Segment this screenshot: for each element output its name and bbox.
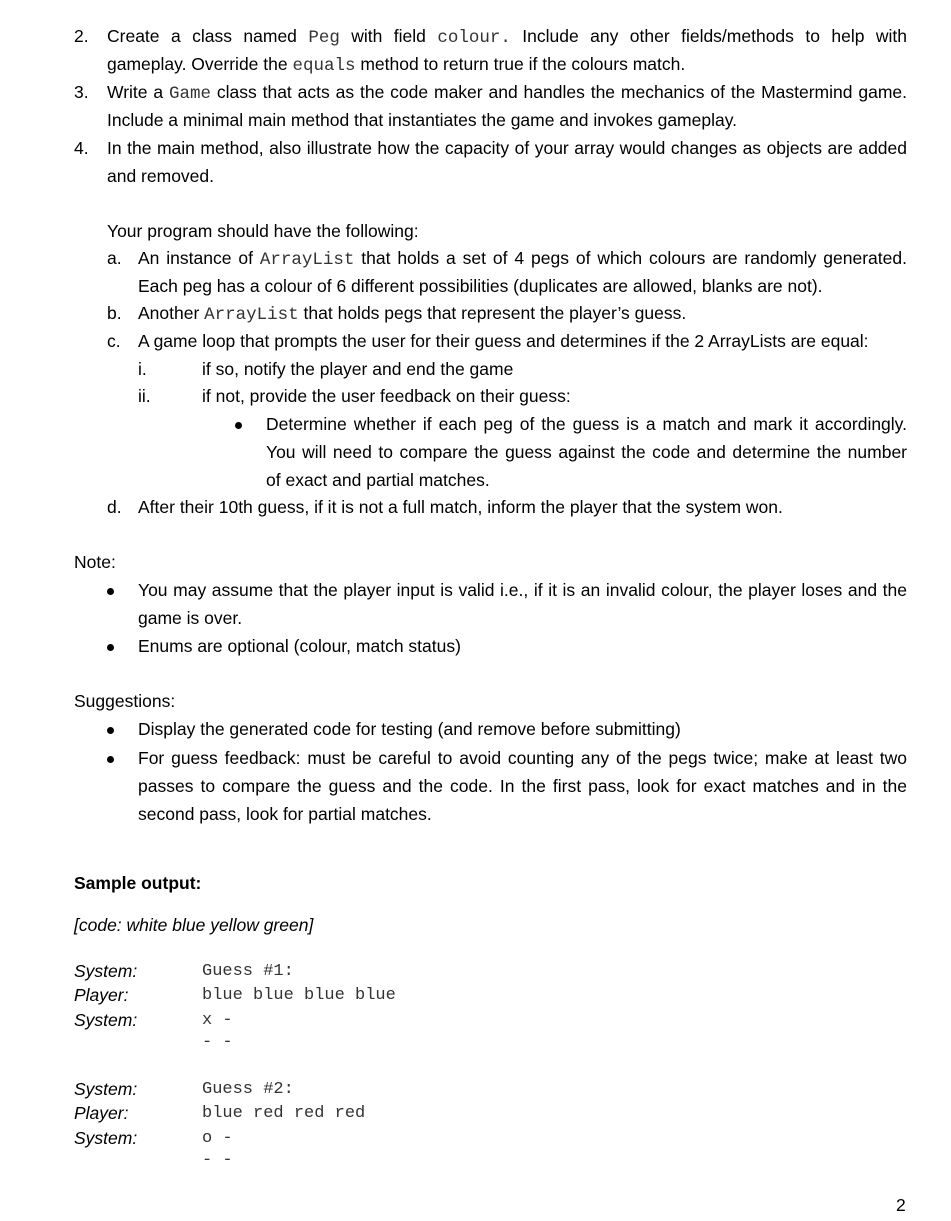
sub-item-i-text: if so, notify the player and end the game — [202, 359, 514, 379]
program-intro: Your program should have the following: — [107, 221, 419, 241]
item-2-line-1 — [107, 26, 907, 48]
note-bullet-1-line-1: You may assume that the player input is valid i.e., if it is an invalid colour, the player loses and the — [138, 580, 907, 600]
speaker-label: System: — [74, 1010, 138, 1030]
item-4-line-2 — [107, 166, 214, 187]
text-segment: method to return true if the colours match. — [355, 54, 686, 74]
inline-code: equals — [292, 56, 356, 76]
sub-item-label: i. — [138, 359, 147, 379]
speaker-label: System: — [74, 1128, 138, 1148]
inline-code: colour. — [437, 28, 511, 48]
suggestion-bullet-2-line: second pass, look for partial matches. — [138, 804, 432, 824]
feedback-line: o - — [202, 1129, 233, 1148]
text-segment: Write a — [107, 82, 169, 102]
speaker-label: System: — [74, 961, 138, 981]
item-number: 4. — [74, 138, 89, 158]
text-segment: Another — [138, 303, 205, 323]
text-segment: An instance of — [138, 248, 260, 268]
text-segment: Include any other fields/methods to help with — [510, 26, 907, 46]
note-bullet-2: Enums are optional (colour, match status) — [138, 636, 461, 656]
item-label: b. — [107, 303, 122, 323]
player-input: blue blue blue blue — [202, 986, 396, 1005]
inline-code: Game — [168, 84, 211, 104]
suggestion-bullet-1: Display the generated code for testing (and remove before submitting) — [138, 719, 681, 739]
feedback-line: - - — [202, 1151, 233, 1170]
inline-code: ArrayList — [259, 250, 355, 270]
speaker-label: Player: — [74, 985, 129, 1005]
item-3-line-2 — [107, 110, 737, 131]
speaker-label: System: — [74, 1079, 138, 1099]
item-number: 3. — [74, 82, 89, 102]
item-number: 2. — [74, 26, 89, 46]
item-a-line-1 — [138, 248, 907, 270]
text-segment: In the main method, also illustrate how the capacity of your array would changes as objects are added — [107, 138, 907, 158]
system-output: Guess #2: — [202, 1080, 294, 1099]
text-segment: gameplay. Override the — [107, 54, 293, 74]
sample-heading: Sample output: — [74, 873, 202, 893]
text-segment: class that acts as the code maker and handles the mechanics of the Mastermind game. — [211, 82, 907, 102]
text-segment: that holds pegs that represent the player’s guess. — [298, 303, 687, 323]
sub-item-label: ii. — [138, 386, 151, 406]
system-output: Guess #1: — [202, 962, 294, 981]
note-heading: Note: — [74, 552, 116, 572]
bullet-icon — [235, 422, 242, 429]
item-c-text: A game loop that prompts the user for their guess and determines if the 2 ArrayLists are equal: — [138, 331, 869, 351]
item-2-line-2 — [107, 54, 685, 76]
item-label: a. — [107, 248, 122, 268]
text-segment: Include a minimal main method that instantiates the game and invokes gameplay. — [107, 110, 738, 130]
text-segment: with field — [339, 26, 438, 46]
bullet-line: of exact and partial matches. — [266, 470, 490, 490]
note-bullet-1-line-2: game is over. — [138, 608, 243, 628]
inline-code: ArrayList — [204, 305, 299, 325]
item-3-line-1 — [107, 82, 907, 104]
inline-code: Peg — [308, 28, 340, 48]
text-segment: that holds a set of 4 pegs of which colours are randomly generated. — [354, 248, 907, 268]
text-segment: Create a class named — [107, 26, 309, 46]
text-segment: and removed. — [107, 166, 215, 186]
item-a-line-2 — [138, 276, 823, 297]
item-d-text: After their 10th guess, if it is not a full match, inform the player that the system won. — [138, 497, 783, 517]
page-number: 2 — [896, 1195, 906, 1215]
player-input: blue red red red — [202, 1104, 366, 1123]
item-label: c. — [107, 331, 121, 351]
speaker-label: Player: — [74, 1103, 129, 1123]
text-segment: Each peg has a colour of 6 different possibilities (duplicates are allowed, blanks are not). — [138, 276, 823, 296]
bullet-icon — [107, 756, 114, 763]
feedback-line: - - — [202, 1033, 233, 1052]
bullet-icon — [107, 727, 114, 734]
item-b-line-1 — [138, 303, 686, 325]
bullet-icon — [107, 588, 114, 595]
sub-item-ii-text: if not, provide the user feedback on their guess: — [202, 386, 571, 406]
suggestions-heading: Suggestions: — [74, 691, 176, 711]
bullet-icon — [107, 644, 114, 651]
bullet-line: You will need to compare the guess against the code and determine the number — [266, 442, 907, 462]
suggestion-bullet-2-line: passes to compare the guess and the code. In the first pass, look for exact matches and in the — [138, 776, 907, 796]
feedback-line: x - — [202, 1011, 233, 1030]
item-label: d. — [107, 497, 122, 517]
sample-code-line: [code: white blue yellow green] — [74, 915, 314, 935]
bullet-line: Determine whether if each peg of the guess is a match and mark it accordingly. — [266, 414, 907, 434]
item-4-line-1 — [107, 138, 907, 159]
suggestion-bullet-2-line: For guess feedback: must be careful to avoid counting any of the pegs twice; make at least two — [138, 748, 907, 768]
